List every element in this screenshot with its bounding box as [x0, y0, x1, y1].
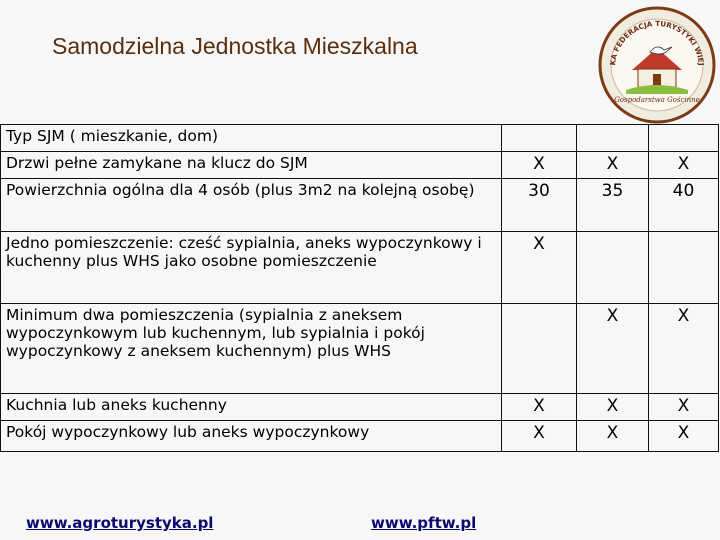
- pftw-logo: [598, 6, 716, 124]
- value-cell-1: [502, 304, 577, 394]
- sjm-table-body: [1, 125, 719, 452]
- table-row: [1, 421, 719, 452]
- sjm-table: [0, 124, 719, 452]
- value-cell-1: [502, 125, 577, 152]
- row-label: Jedno pomieszczenie: cześć sypialnia, aneks wypoczynkowy i kuchenny plus WHS jako osobne pomieszczenie: [1, 232, 502, 304]
- table-row: [1, 304, 719, 394]
- row-label: Typ SJM ( mieszkanie, dom): [1, 125, 502, 152]
- pftw-link[interactable]: www.pftw.pl: [371, 514, 477, 532]
- row-label: Minimum dwa pomieszczenia (sypialnia z aneksem wypoczynkowym lub kuchennym, lub sypialnia i pokój wypoczynkowy z aneksem kuchennym) plus WHS: [1, 304, 502, 394]
- value-cell-1: X: [502, 232, 577, 304]
- row-label: Kuchnia lub aneks kuchenny: [1, 394, 502, 421]
- table-row: [1, 152, 719, 179]
- value-cell-3: [649, 125, 719, 152]
- slide-title: Samodzielna Jednostka Mieszkalna: [52, 33, 418, 59]
- agroturystyka-link[interactable]: www.agroturystyka.pl: [26, 514, 214, 532]
- value-cell-3: X: [649, 304, 719, 394]
- value-cell-2: X: [577, 421, 649, 452]
- value-cell-3: [649, 232, 719, 304]
- value-cell-1: X: [502, 394, 577, 421]
- value-cell-2: 35: [577, 179, 649, 232]
- value-cell-1: X: [502, 421, 577, 452]
- logo-arc-text: KA FEDERACJA TURYSTYKI WIEJ: [608, 18, 706, 66]
- table-row: [1, 232, 719, 304]
- value-cell-2: [577, 125, 649, 152]
- value-cell-2: [577, 232, 649, 304]
- value-cell-1: 30: [502, 179, 577, 232]
- table-row: [1, 394, 719, 421]
- value-cell-2: X: [577, 394, 649, 421]
- row-label: Pokój wypoczynkowy lub aneks wypoczynkowy: [1, 421, 502, 452]
- value-cell-2: X: [577, 304, 649, 394]
- table-row: [1, 179, 719, 232]
- value-cell-3: X: [649, 394, 719, 421]
- row-label: Powierzchnia ogólna dla 4 osób (plus 3m2 na kolejną osobę): [1, 179, 502, 232]
- value-cell-2: X: [577, 152, 649, 179]
- value-cell-1: X: [502, 152, 577, 179]
- value-cell-3: 40: [649, 179, 719, 232]
- row-label: Drzwi pełne zamykane na klucz do SJM: [1, 152, 502, 179]
- value-cell-3: X: [649, 152, 719, 179]
- logo-caption: Gospodarstwa Gościnne: [614, 96, 700, 104]
- table-row: [1, 125, 719, 152]
- value-cell-3: X: [649, 421, 719, 452]
